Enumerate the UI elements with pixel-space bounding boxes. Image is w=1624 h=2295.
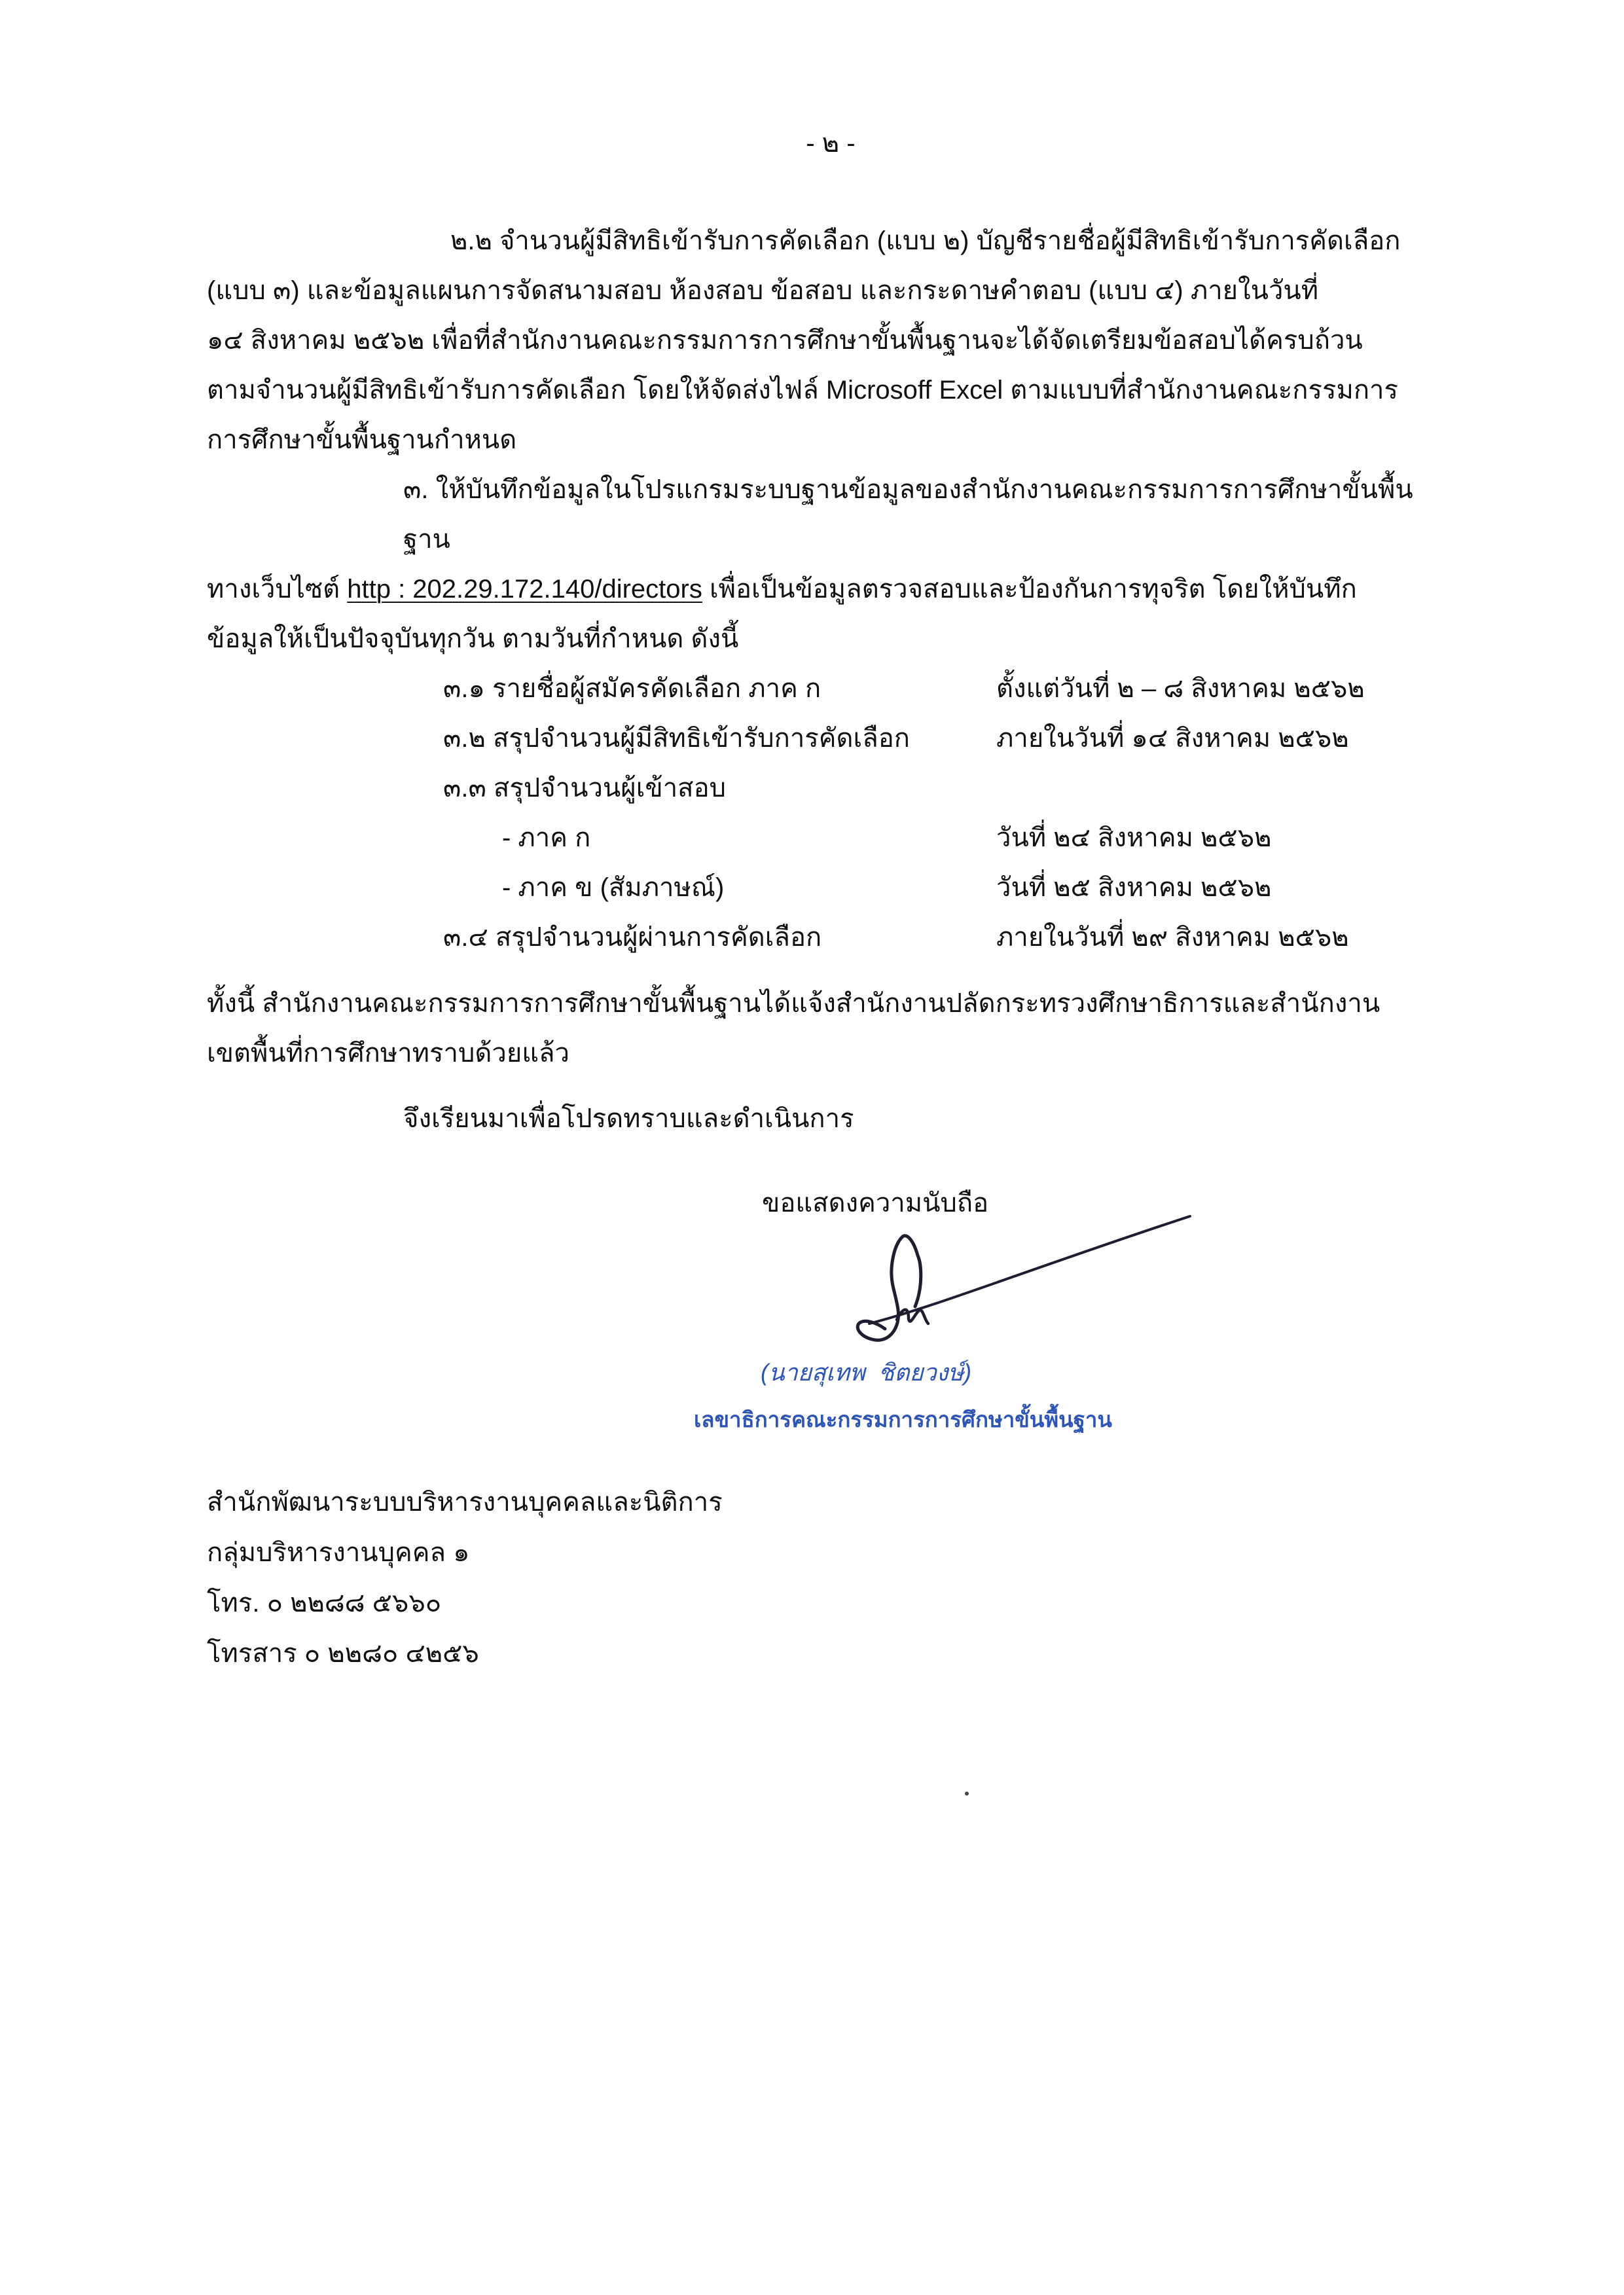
contact-block — [207, 1477, 1454, 1679]
schedule-row — [207, 664, 1454, 714]
item-2-2-line-3: ๑๔ สิงหาคม ๒๕๖๒ เพื่อที่สำนักงานคณะกรรมการการศึกษาขั้นพื้นฐานจะได้จัดเตรียมข้อสอบได้ครบถ้วน — [207, 326, 1363, 355]
item-2-2-line-1: ๒.๒ จำนวนผู้มีสิทธิเข้ารับการคัดเลือก (แบบ ๒) บัญชีรายชื่อผู้มีสิทธิเข้ารับการคัดเลือก — [450, 226, 1401, 255]
item-3-line-2-suffix: เพื่อเป็นข้อมูลตรวจสอบและป้องกันการทุจริต โดยให้บันทึก — [702, 575, 1357, 604]
schedule-date: ภายในวันที่ ๑๔ สิงหาคม ๒๕๖๒ — [996, 724, 1349, 753]
item-3-line-2 — [207, 564, 1454, 614]
item-2-2-line-2: (แบบ ๓) และข้อมูลแผนการจัดสนามสอบ ห้องสอบ ข้อสอบ และกระดาษคำตอบ (แบบ ๔) ภายในวันที่ — [207, 276, 1319, 305]
schedule-date: วันที่ ๒๕ สิงหาคม ๒๕๖๒ — [996, 873, 1272, 902]
item-2-2-line-5: การศึกษาขั้นพื้นฐานกำหนด — [207, 425, 517, 454]
schedule-sub-row — [207, 863, 1454, 913]
signature-area — [207, 1228, 1454, 1349]
body-section — [207, 216, 1454, 962]
schedule-row — [207, 763, 1454, 813]
schedule-label: ๓.๑ รายชื่อผู้สมัครคัดเลือก ภาค ก — [443, 674, 821, 703]
closing-request: จึงเรียนมาเพื่อโปรดทราบและดำเนินการ — [403, 1104, 854, 1133]
item-3-line-3: ข้อมูลให้เป็นปัจจุบันทุกวัน ตามวันที่กำหนด ดังนี้ — [207, 624, 739, 653]
page-number: - ๒ - — [806, 129, 856, 158]
closing-paragraph — [207, 979, 1454, 1078]
signatory-position: เลขาธิการคณะกรรมการการศึกษาขั้นพื้นฐาน — [694, 1407, 1112, 1432]
closing-line-2: เขตพื้นที่การศึกษาทราบด้วยแล้ว — [207, 1039, 570, 1068]
signatory-name: (นายสุเทพ ชิตยวงษ์) — [761, 1359, 972, 1386]
schedule-label: ๓.๔ สรุปจำนวนผู้ผ่านการคัดเลือก — [443, 923, 822, 952]
closing-line-1: ทั้งนี้ สำนักงานคณะกรรมการการศึกษาขั้นพื้นฐานได้แจ้งสำนักงานปลัดกระทรวงศึกษาธิการและสำนักงาน — [207, 989, 1380, 1018]
schedule-label: - ภาค ก — [502, 823, 591, 852]
schedule-date: วันที่ ๒๔ สิงหาคม ๒๕๖๒ — [996, 823, 1272, 852]
contact-office: สำนักพัฒนาระบบบริหารงานบุคคลและนิติการ — [207, 1488, 723, 1517]
schedule-label: ๓.๒ สรุปจำนวนผู้มีสิทธิเข้ารับการคัดเลือก — [443, 724, 910, 753]
item-2-2-line-4: ตามจำนวนผู้มีสิทธิเข้ารับการคัดเลือก โดยให้จัดส่งไฟล์ Microsoff Excel ตามแบบที่สำนักงานคณะกรรมการ — [207, 376, 1398, 405]
schedule-date: ตั้งแต่วันที่ ๒ – ๘ สิงหาคม ๒๕๖๒ — [996, 674, 1365, 703]
contact-phone: โทร. ๐ ๒๒๘๘ ๕๖๖๐ — [207, 1589, 442, 1617]
contact-group: กลุ่มบริหารงานบุคคล ๑ — [207, 1538, 470, 1567]
website-url: http : 202.29.172.140/directors — [347, 575, 702, 604]
handwritten-signature — [838, 1208, 1204, 1352]
schedule-sub-row — [207, 813, 1454, 863]
salutation: ขอแสดงความนับถือ — [762, 1189, 989, 1218]
contact-fax: โทรสาร ๐ ๒๒๘๐ ๔๒๕๖ — [207, 1639, 479, 1668]
schedule-row — [207, 714, 1454, 763]
schedule-row — [207, 913, 1454, 962]
schedule-label: ๓.๓ สรุปจำนวนผู้เข้าสอบ — [443, 774, 726, 803]
item-3-line-2-prefix: ทางเว็บไซต์ — [207, 575, 348, 604]
schedule-date: ภายในวันที่ ๒๙ สิงหาคม ๒๕๖๒ — [996, 923, 1349, 952]
item-3-line-1: ๓. ให้บันทึกข้อมูลในโปรแกรมระบบฐานข้อมูลของสำนักงานคณะกรรมการการศึกษาขั้นพื้นฐาน — [403, 475, 1413, 554]
scan-speck — [965, 1792, 969, 1796]
schedule-label: - ภาค ข (สัมภาษณ์) — [502, 873, 725, 902]
